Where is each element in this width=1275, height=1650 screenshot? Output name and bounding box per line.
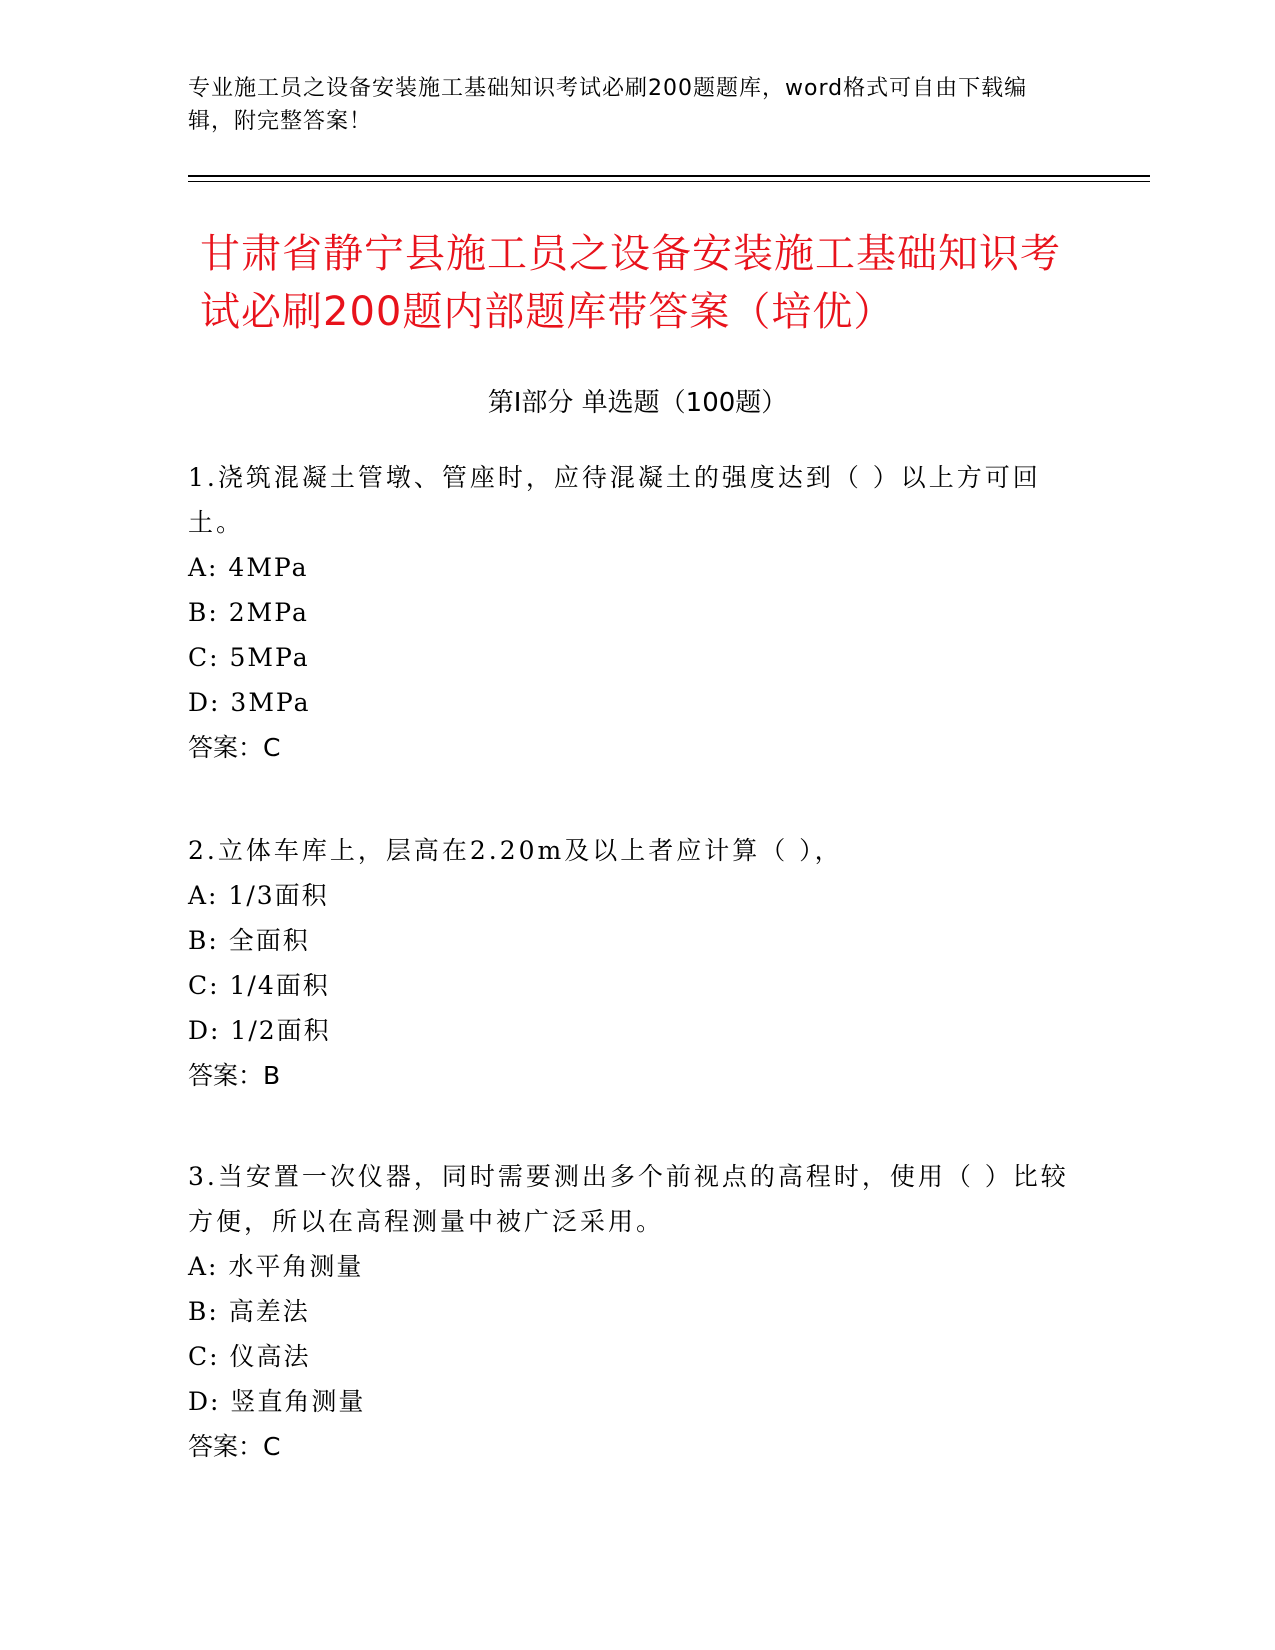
- option-d: D: 竖直角测量: [188, 1387, 366, 1416]
- question-2: [188, 828, 1088, 1098]
- answer: 答案：C: [188, 733, 281, 762]
- option-b: B: 2MPa: [188, 598, 309, 627]
- question-stem: 2.立体车库上，层高在2.20m及以上者应计算（ ），: [188, 836, 843, 865]
- option-a: A: 水平角测量: [188, 1252, 364, 1281]
- section-title: 第Ⅰ部分 单选题（100题）: [487, 388, 788, 418]
- option-a: A: 1/3面积: [188, 881, 329, 910]
- document-title: 甘肃省静宁县施工员之设备安装施工基础知识考试必刷200题内部题库带答案（培优）: [200, 231, 1061, 335]
- option-d: D: 1/2面积: [188, 1016, 331, 1045]
- option-c: C: 5MPa: [188, 643, 310, 672]
- option-b: B: 高差法: [188, 1297, 310, 1326]
- header-divider-thick: [188, 175, 1150, 177]
- option-c: C: 仪高法: [188, 1342, 311, 1371]
- answer: 答案：B: [188, 1061, 281, 1090]
- option-c: C: 1/4面积: [188, 971, 330, 1000]
- header-note: 专业施工员之设备安装施工基础知识考试必刷200题题库，word格式可自由下载编辑，附完整答案！: [188, 76, 1028, 134]
- question-stem: 3.当安置一次仪器，同时需要测出多个前视点的高程时，使用（ ）比较方便，所以在高程测量中被广泛采用。: [188, 1162, 1069, 1236]
- answer: 答案：C: [188, 1432, 281, 1461]
- question-1: [188, 455, 1088, 770]
- option-b: B: 全面积: [188, 926, 310, 955]
- question-3: [188, 1154, 1088, 1469]
- question-stem: 1.浇筑混凝土管墩、管座时，应待混凝土的强度达到（ ）以上方可回土。: [188, 463, 1041, 537]
- header-divider-thin: [188, 181, 1150, 182]
- option-d: D: 3MPa: [188, 688, 311, 717]
- option-a: A: 4MPa: [188, 553, 309, 582]
